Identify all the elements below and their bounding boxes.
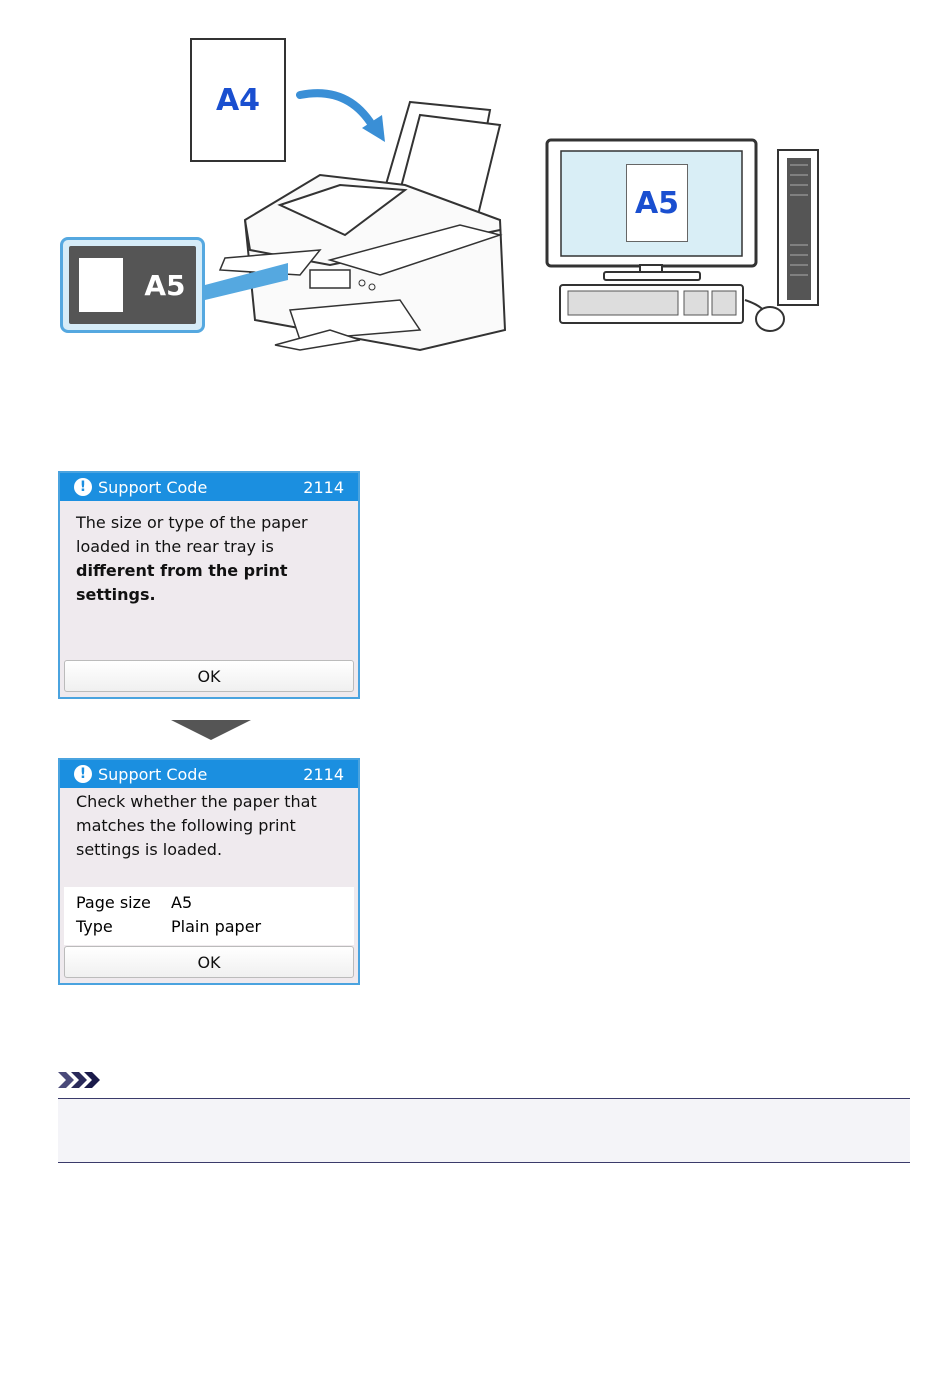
dialog-title: Support Code <box>98 764 208 784</box>
ok-button[interactable]: OK <box>64 660 354 692</box>
note-chevrons-icon <box>58 1070 104 1090</box>
setting-row-page-size <box>76 891 342 915</box>
support-code-number: 2114 <box>303 477 344 497</box>
type-label: Type <box>76 917 113 936</box>
support-code-dialog-1 <box>58 471 360 699</box>
paper-a4-label: A4 <box>215 82 261 118</box>
computer-screen-label: A5 <box>634 185 680 221</box>
page-size-value: A5 <box>171 893 193 912</box>
print-settings-box <box>64 887 354 945</box>
dialog-title: Support Code <box>98 477 208 497</box>
paper-a4 <box>190 38 286 162</box>
support-code-number: 2114 <box>303 764 344 784</box>
exclamation-circle-icon: ! <box>74 765 92 783</box>
paper-shape-icon <box>79 258 123 312</box>
message-line: different from the print settings. <box>76 561 288 604</box>
message-line: Check whether the paper that <box>76 792 317 811</box>
page-size-label: Page size <box>76 893 151 912</box>
message-line: settings is loaded. <box>76 840 223 859</box>
printer-display-callout <box>60 237 205 333</box>
computer-paper-setting <box>626 164 688 242</box>
message-line: loaded in the rear tray is <box>76 537 274 556</box>
dialog-header <box>60 473 358 501</box>
message-line: The size or type of the paper <box>76 513 308 532</box>
printer-display <box>69 246 196 324</box>
setting-row-type <box>76 915 342 939</box>
support-code-dialog-2 <box>58 758 360 985</box>
printer-display-label: A5 <box>144 268 186 302</box>
arrow-down-icon <box>171 720 251 740</box>
dialog-message <box>60 501 358 607</box>
illustration <box>0 0 950 370</box>
exclamation-circle-icon: ! <box>74 478 92 496</box>
mouse <box>756 307 784 331</box>
dialog-message <box>60 788 358 862</box>
feed-arrow-icon <box>300 93 375 130</box>
message-line: matches the following print <box>76 816 296 835</box>
type-value: Plain paper <box>171 917 262 936</box>
ok-button[interactable]: OK <box>64 946 354 978</box>
note-box <box>58 1098 910 1163</box>
dialog-header <box>60 760 358 788</box>
